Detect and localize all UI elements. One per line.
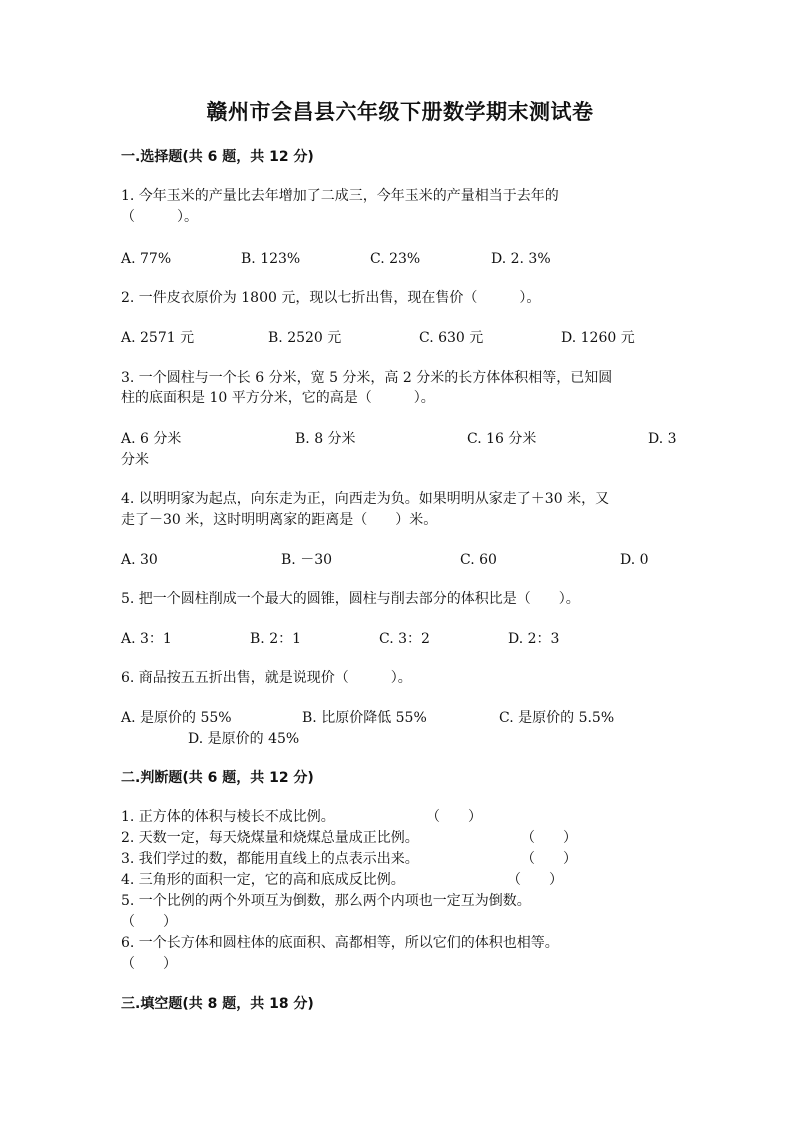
question-6-option-c: C. 是原价的 5.5% bbox=[499, 710, 615, 726]
question-3-option-d: D. 3 bbox=[648, 431, 677, 447]
question-3-option-d-wrap: 分米 bbox=[121, 452, 149, 468]
question-6-option-a: A. 是原价的 55% bbox=[121, 710, 232, 726]
question-1-stem-line-1: 1. 今年玉米的产量比去年增加了二成三，今年玉米的产量相当于去年的 bbox=[121, 188, 559, 204]
question-1-stem-line-2: （ ）。 bbox=[121, 209, 198, 225]
section-heading-multiple-choice: 一.选择题(共 6 题，共 12 分) bbox=[121, 149, 314, 165]
tf-item-1-blank: （ ） bbox=[426, 809, 482, 825]
question-2-option-c: C. 630 元 bbox=[419, 330, 484, 346]
question-6-option-d: D. 是原价的 45% bbox=[188, 731, 300, 747]
question-5-option-d: D. 2：3 bbox=[508, 631, 560, 647]
question-1-option-b: B. 123% bbox=[241, 251, 301, 267]
tf-item-5-blank: （ ） bbox=[121, 914, 177, 930]
question-5-option-a: A. 3：1 bbox=[121, 631, 172, 647]
section-heading-true-false: 二.判断题(共 6 题，共 12 分) bbox=[121, 770, 314, 786]
section-heading-fill-in: 三.填空题(共 8 题，共 18 分) bbox=[121, 996, 314, 1012]
question-1-option-d: D. 2. 3% bbox=[491, 251, 551, 267]
question-3-option-b: B. 8 分米 bbox=[295, 431, 356, 447]
question-4-option-c: C. 60 bbox=[460, 552, 497, 568]
tf-item-3-blank: （ ） bbox=[521, 851, 577, 867]
question-4-stem-line-1: 4. 以明明家为起点，向东走为正，向西走为负。如果明明从家走了＋30 米，又 bbox=[121, 491, 610, 507]
question-4-stem-line-2: 走了－30 米，这时明明离家的距离是（ ）米。 bbox=[121, 512, 438, 528]
tf-item-4: 4. 三角形的面积一定，它的高和底成反比例。 bbox=[121, 872, 405, 888]
question-1-option-a: A. 77% bbox=[121, 251, 172, 267]
tf-item-3: 3. 我们学过的数，都能用直线上的点表示出来。 bbox=[121, 851, 419, 867]
question-2-option-d: D. 1260 元 bbox=[561, 330, 635, 346]
question-5-option-c: C. 3：2 bbox=[379, 631, 430, 647]
page-title: 赣州市会昌县六年级下册数学期末测试卷 bbox=[206, 99, 594, 124]
question-1-option-c: C. 23% bbox=[370, 251, 421, 267]
tf-item-2: 2. 天数一定，每天烧煤量和烧煤总量成正比例。 bbox=[121, 830, 419, 846]
question-4-option-d: D. 0 bbox=[620, 552, 649, 568]
question-3-stem-line-1: 3. 一个圆柱与一个长 6 分米，宽 5 分米，高 2 分米的长方体体积相等，已知圆 bbox=[121, 370, 613, 386]
tf-item-6-blank: （ ） bbox=[121, 956, 177, 972]
question-2-option-b: B. 2520 元 bbox=[268, 330, 342, 346]
question-6-stem-line-1: 6. 商品按五五折出售，就是说现价（ ）。 bbox=[121, 670, 412, 686]
question-2-option-a: A. 2571 元 bbox=[121, 330, 195, 346]
question-3-stem-line-2: 柱的底面积是 10 平方分米，它的高是（ ）。 bbox=[121, 390, 435, 406]
question-2-stem-line-1: 2. 一件皮衣原价为 1800 元，现以七折出售，现在售价（ ）。 bbox=[121, 290, 541, 306]
question-4-option-a: A. 30 bbox=[121, 552, 158, 568]
question-4-option-b: B. －30 bbox=[281, 552, 333, 568]
tf-item-4-blank: （ ） bbox=[507, 872, 563, 888]
tf-item-5: 5. 一个比例的两个外项互为倒数，那么两个内项也一定互为倒数。 bbox=[121, 893, 531, 909]
question-5-stem-line-1: 5. 把一个圆柱削成一个最大的圆锥，圆柱与削去部分的体积比是（ ）。 bbox=[121, 591, 580, 607]
question-3-option-c: C. 16 分米 bbox=[467, 431, 537, 447]
tf-item-6: 6. 一个长方体和圆柱体的底面积、高都相等，所以它们的体积也相等。 bbox=[121, 935, 559, 951]
tf-item-1: 1. 正方体的体积与棱长不成比例。 bbox=[121, 809, 335, 825]
tf-item-2-blank: （ ） bbox=[521, 830, 577, 846]
question-3-option-a: A. 6 分米 bbox=[121, 431, 182, 447]
question-5-option-b: B. 2：1 bbox=[250, 631, 302, 647]
question-6-option-b: B. 比原价降低 55% bbox=[302, 710, 427, 726]
